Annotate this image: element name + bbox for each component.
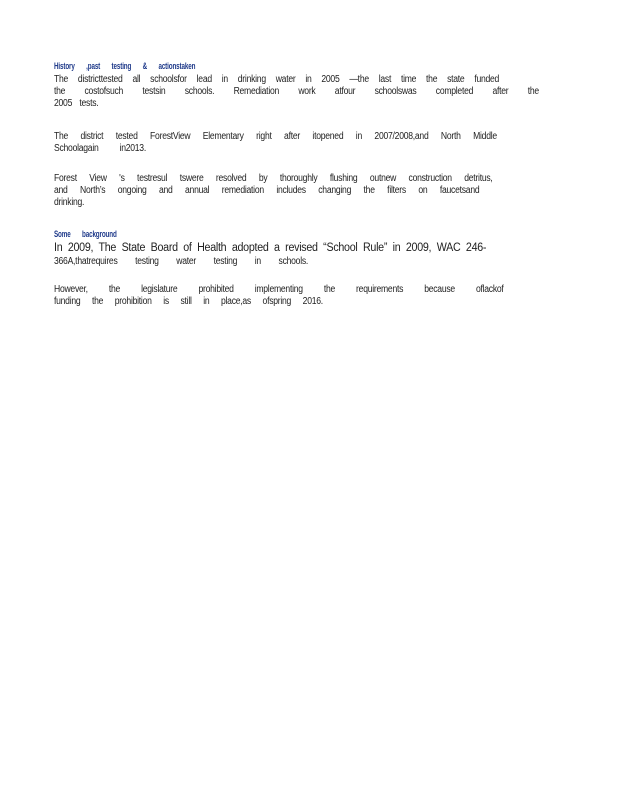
- section-heading-background: Some background: [54, 229, 117, 239]
- paragraph-remediation: [54, 173, 551, 209]
- section-heading-history: History ,past testing & actionstaken: [54, 61, 196, 71]
- paragraph-line: 2005 tests.: [54, 98, 99, 109]
- paragraph-district-testing: [54, 74, 551, 110]
- paragraph-line: 366A,thatrequires testing water testing in schools.: [54, 256, 309, 267]
- paragraph-school-rule: [54, 242, 551, 268]
- paragraph-line: In 2009, The State Board of Health adopted a revised “School Rule” in 2009, WAC 246-: [54, 242, 487, 254]
- paragraph-line: drinking.: [54, 197, 85, 208]
- paragraph-line: However, the legislature prohibited implementing the requirements because oflackof: [54, 284, 504, 295]
- paragraph-legislature: [54, 284, 551, 308]
- paragraph-forestview-north: [54, 131, 551, 155]
- paragraph-line: funding the prohibition is still in place,as ofspring 2016.: [54, 296, 323, 307]
- paragraph-line: and North’s ongoing and annual remediation includes changing the filters on faucetsand: [54, 185, 480, 196]
- paragraph-line: the costofsuch testsin schools. Remediation work atfour schoolswas completed after the: [54, 86, 539, 97]
- paragraph-line: Schoolagain in2013.: [54, 143, 146, 154]
- paragraph-line: The districttested all schoolsfor lead in drinking water in 2005 —the last time the state funded: [54, 74, 500, 85]
- paragraph-line: Forest View 's testresul tswere resolved by thoroughly flushing outnew construction detritus,: [54, 173, 493, 184]
- paragraph-line: The district tested ForestView Elementary right after itopened in 2007/2008,and North Middle: [54, 131, 497, 142]
